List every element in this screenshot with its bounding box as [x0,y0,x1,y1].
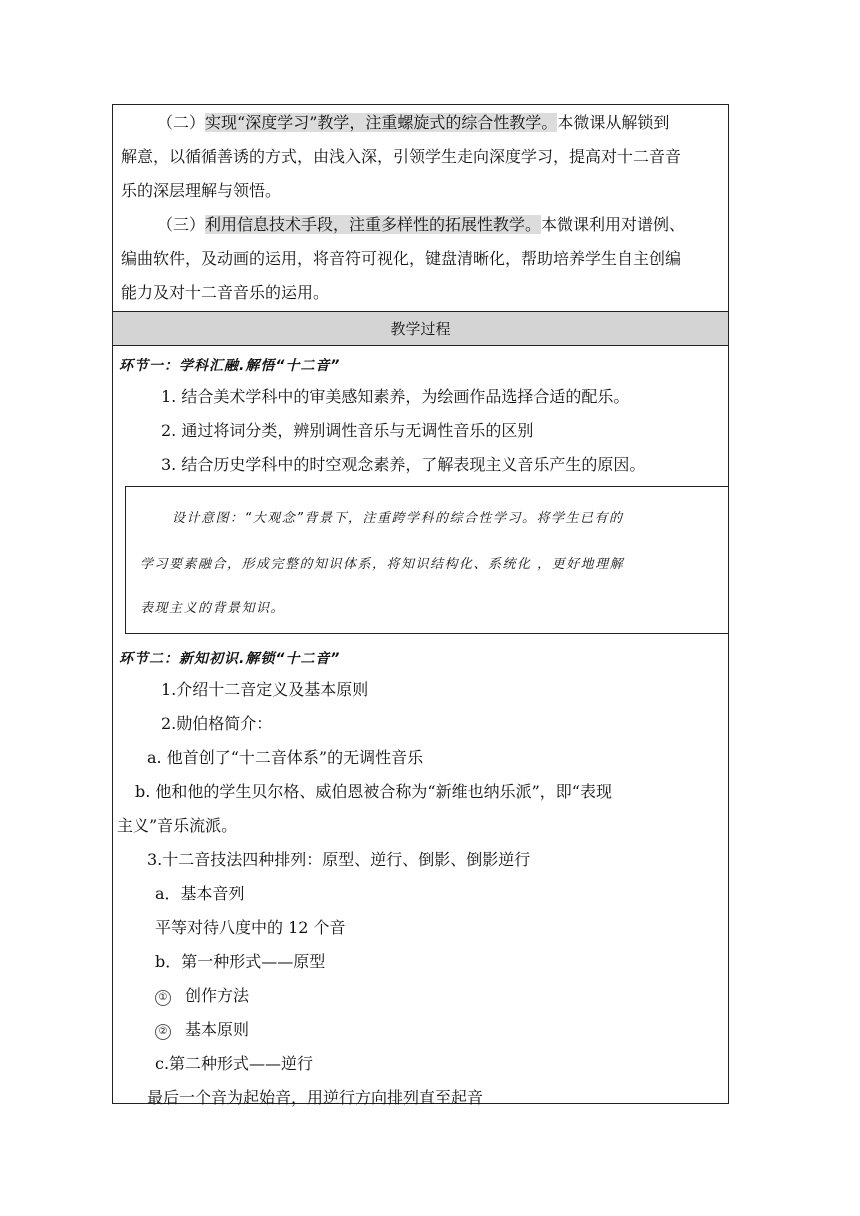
intro-p2-prefix: （三） [157,215,206,234]
design-intent-line2: 学习要素融合，形成完整的知识体系，将知识结构化、系统化 ，更好地理解 [140,557,625,572]
stage1-item-1: 1. 结合美术学科中的审美感知素养，为绘画作品选择合适的配乐。 [161,387,630,406]
intro-p2-line1 [157,215,685,235]
stage2-line-8: 平等对待八度中的 12 个音 [155,918,346,937]
intro-p2-highlight: 利用信息技术手段，注重多样性的拓展性教学。 [205,215,542,234]
design-intent-line1: 设计意图：“大观念”背景下，注重跨学科的综合性学习。将学生已有的 [172,511,624,526]
stage2-line-6: 3.十二音技法四种排列：原型、逆行、倒影、倒影逆行 [147,850,531,869]
intro-p1-line2: 解意，以循循善诱的方式，由浅入深，引领学生走向深度学习，提高对十二音音 [121,147,682,166]
stage2-line-12: c.第二种形式——逆行 [155,1054,314,1073]
intro-p2-rest: 本微课利用对谱例、 [541,215,686,234]
stage2-title: 环节二：新知初识.解锁“十二音” [119,651,341,667]
intro-p2-line3: 能力及对十二音音乐的运用。 [121,283,330,302]
intro-p1-line3: 乐的深层理解与领悟。 [121,181,282,200]
section-header: 教学过程 [113,312,728,346]
intro-p1-highlight: 实现“深度学习”教学，注重螺旋式的综合性教学。 [205,113,558,132]
intro-p1-rest: 本微课从解锁到 [557,113,670,132]
stage2-line-13: 最后一个音为起始音，用逆行方向排列直至起音 [147,1088,484,1107]
stage2-line-7: a．基本音列 [155,884,245,903]
stage2-line-5: 主义”音乐流派。 [117,816,238,835]
stage2-line-10-text: 创作方法 [185,986,250,1005]
circled-two-marker: ② [155,1024,171,1040]
circled-one-marker: ① [155,990,171,1006]
intro-p2-line2: 编曲软件，及动画的运用，将音符可视化，键盘清晰化，帮助培养学生自主创编 [121,249,682,268]
stage1-item-2: 2. 通过将词分类，辨别调性音乐与无调性音乐的区别 [161,421,534,440]
stage2-line-4: b. 他和他的学生贝尔格、威伯恩被合称为“新维也纳乐派”，即“表现 [135,782,612,801]
stage2-line-9: b．第一种形式——原型 [155,952,326,971]
stage1-item-3: 3. 结合历史学科中的时空观念素养，了解表现主义音乐产生的原因。 [161,455,646,474]
stage1-title: 环节一：学科汇融.解悟“十二音” [119,358,341,374]
design-intent-line3: 表现主义的背景知识。 [140,601,286,616]
stage2-line-3: a. 他首创了“十二音体系”的无调性音乐 [147,748,424,767]
stage2-line-1: 1.介绍十二音定义及基本原则 [161,680,369,699]
intro-cell [113,105,728,312]
stage2-line-2: 2.勋伯格简介： [161,714,273,733]
design-intent-box [125,486,729,634]
stage2-line-11-text: 基本原则 [185,1020,250,1039]
lesson-table [112,104,729,1107]
intro-p1-prefix: （二） [157,113,206,132]
stage2-line-11 [155,1020,249,1040]
intro-p1-line1 [157,113,669,133]
stage2-line-10 [155,986,249,1006]
